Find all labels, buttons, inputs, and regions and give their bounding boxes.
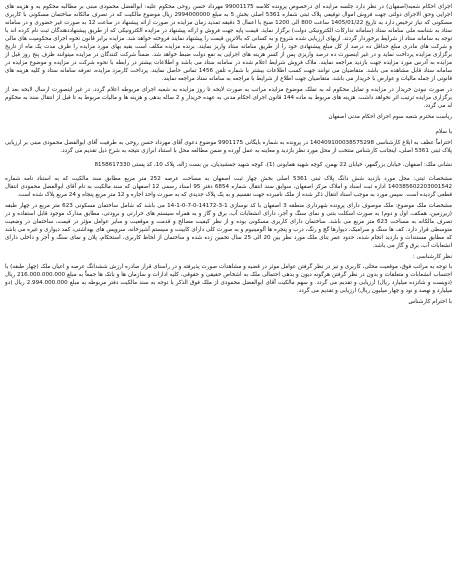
conclusion-paragraph: با توجه به مراتب فوق، موقعیت محلی، کاربری و نیز در نظر گرفتن عوامل موثر در قضیه و مشاهدات صورت پذیرفته و در راستای قرار صادره ارزش ششدانگ عرصه و اعیان ملک (چهار طبقه) با احتساب انشعابات و متعلقات و بدون در نظر گرفتن هرگونه دیون و بدهی احتمالی ملک به اشخاص حقیقی و حقوقی، کلیه ادارات و سازمان ها و بانک ها جمعاً به مبلغ 216.000.000.000 ریال (دویست و شانزده میلیارد ریال) ارزیابی و تقدیم می گردد. و سهم مالکیت آقای ابوالفضل محمودی از ملک فوق الذکر با توجه به سند مالکیت دفتر مربوطه به مبلغ 2.994.000.000 ریال (دو میلیارد و نهصد و نود و چهار میلیون ریال) ارزیابی و تقدیم می گردد. [5, 264, 452, 294]
auction-notice-paragraph: در صورت نبودن خریدار در مزایده و تمایل محکوم له به تملک موضوع مزایده مراتب به صورت لایحه تا روز مزایده به شعبه اجرای مربوطه اعلام گردد. در غیر اینصورت ارسال لایحه بعد از برگزاری مزایده ترتیب اثر نخواهد داشت. هزینه های مربوط به ماده 144 قانون اجرای احکام مدنی به عهده خریدار و 2 ساله بدهی و هزینه ها و مالیات مربوط به تا قبل از انتقال سند به محکوم له می گردد. [5, 87, 452, 109]
closing-line: با احترام کارشناس [408, 299, 452, 305]
conclusion-heading: نظر کارشناسی : [412, 254, 452, 260]
auction-intro-paragraph: اجرای احکام شعبه(اصفهان) در نظر دارد جلسه مزایده ای درخصوص پرونده کلاسه 99001175 مهرداد حسن روحی محکوم علیه: ابوالفضل محمودی مبنی بر مطالبه محکوم به و هزینه های اجرایی وحق الاجرای دولتی جهت فروش اموال توقیفی پلاک ثبتی شماره 5361 اصلی بخش 5 به مبلغ 2994000000 ریال موضوع مالکیت که در تصرف مالکانه ساختمان مسکونی با کاربری مسکونی که نیاز ترخیص دارد به تاریخ 1405/01/22 ساعت 800 الی 1200 صبح با اعمال 3 دقیقه تمدید زمان مزایده در صورت ارائه پیشنهاد در ساعت 12 به صورت غیر حضوری و در سامانه ستاد به شناسه ملی سامانه ستاد (سامانه تدارکات الکترونیکی دولت) برگزار نماید. قیمت پایه جهت فروش و ارائه پیشنهاد در مزایده الکترونیکی که از طریق پیشنهاددهندگان ثبت نام کرده اند با توجه به سامانه ستاد از شرایط برخوردار گردند. ازبهای ارزیابی شده شروع و به کسانی که بالاترین قیمت را پیشنهاد نمایند فروخته خواهد شد. مزایده برابر قانون نحوه اجرای محکومیت های مالی و شرکت های مادری مبلغ حداقل ده درصد از کل مبلغ پیشنهادی خود را از طریق سامانه ستاد واریز نمایند. برنده مزایده مکلف است بقیه بهای مورد مزایده را ظرف مدت یک ماه از تاریخ برگزاری مزایده پرداخت نماید و در غیر اینصورت ده درصد واریزی پس از کسر هزینه های اجرایی به نفع دولت ضبط خواهد شد. ضمناً شرکت کنندگان در مزایده میتوانند ظرف پنج روز قبل از مزایده به آدرس مورد مزایده جهت بازدید مراجعه نمایند. ملاک فروش شرایط اعلام شده در سامانه ستاد می باشد و اطلاعات بیشتر در رابطه با نحوه شرکت در مزایده و موضوع مزایده در سامانه ستاد قابل مشاهده می باشد. متقاضیان می توانند جهت کسب اطلاعات بیشتر با شماره تلفن 1456 تماس حاصل نمایند. پرداخت کارمزد مزایده، تعرفه سامانه ستاد و کلیه هزینه های قانونی از جمله مالیات و عوارض با خریدار می باشد. متقاضیان جهت اطلاع از شرایط با مراجعه به سامانه ستاد مراجعه نمایند. [5, 4, 453, 82]
expert-body-paragraph: احتراماً عطف به ابلاغ کارشناسی 140409100038575298 در پرونده به شماره بایگانی 9901175 موضوع دعوی آقای مهرداد حسن روحی به طرفیت آقای ابوالفضل محمودی مبنی بر ارزیابی پلاک ثبتی 5361 اصلی، اینجانب کارشناس منتخب از محل مورد نظر بازدید و معاینه به عمل آورده و ضمن مطالعه محل با استناد ابرازی نتیجه به شرح ذیل تقدیم می گردد. [5, 140, 452, 154]
property-description: مشخصات ملک موضوع: ملک موصوف دارای پرونده شهرداری منطقه 3 اصفهان با کد نوسازی 1-3-14172-0-7-0-1-14 می باشد که شامل ساختمان مسکونی 623 متر مربع در چهار طبقه (زیرزمین، همکف، اول و دوم) به صورت اسکلت بتنی و نمای سنگ و آجر، دارای انشعابات آب، برق و گاز و به همراه سیستم های حرارتی و برودتی، مطابق مدارک موجود قابل استفاده و در تصرف مالکانه به مساحت 623 متر مربع می باشد. ساختمان دارای کاربری مسکونی بوده و از نظر کیفیت مصالح و قدمت و موقعیت و سایر عوامل مؤثر در قیمت، ساختمان در وضعیت متوسطی قرار دارد. کف ها سنگ و سرامیک، دیوارها گچ و رنگ، درب و پنجره ها آلومینیوم و به صورت کلی دارای کابینت و سیستم آشپزخانه، سرویس های بهداشتی، کمد دیواری و غیره می باشد که مطابق مستندات و بازدید انجام شده، حدود عمر بنای ملک مورد نظر بین 20 الی 25 سال تخمین زده شده و ساختمان از لحاظ کاربری، استحکام، پلان و نمای سنگ و آجر و داخلی دارای انشعابات آب، برق و گاز می باشد. [5, 203, 453, 249]
property-address: نشانی ملک: اصفهان، خیابان بزرگمهر، خیابان 22 بهمن، کوچه شهید همایونی (1)، کوچه شهید جمشیدیان، بن بست ژاله، پلاک 10، کد پستی 8158617330 [94, 162, 452, 168]
recipient-line: ریاست محترم شعبه سوم اجرای احکام مدنی اصفهان [328, 114, 452, 120]
spacer [5, 121, 452, 128]
registration-specs: مشخصات ثبتی: محل مورد بازدید شش دانگ پلاک ثبتی 5361 اصلی بخش چهار ثبت اصفهان به مساحت عرصه 252 متر مربع مطابق سند مالکیت که به استناد نامه شماره 140385602203001542 اداره ثبت اسناد و املاک مرکز اصفهان، سوابق سند انتقال شماره 6854 دفتر 95 اسناد رسمی 12 اصفهان که سند مالکیت به نام آقای ابوالفضل محمودی انتقال قطعی گردیده است. سپس مورد به موجب اسناد انتقال ذکر شده از ملک نامبرده جهت تقسیم و به یک پلاک جدیدی که به صورت واحد اجاره و 12 متر مربع پنجاه و 24 مربع پلاک شده است. [5, 176, 453, 198]
salutation: با سلام [435, 129, 452, 135]
